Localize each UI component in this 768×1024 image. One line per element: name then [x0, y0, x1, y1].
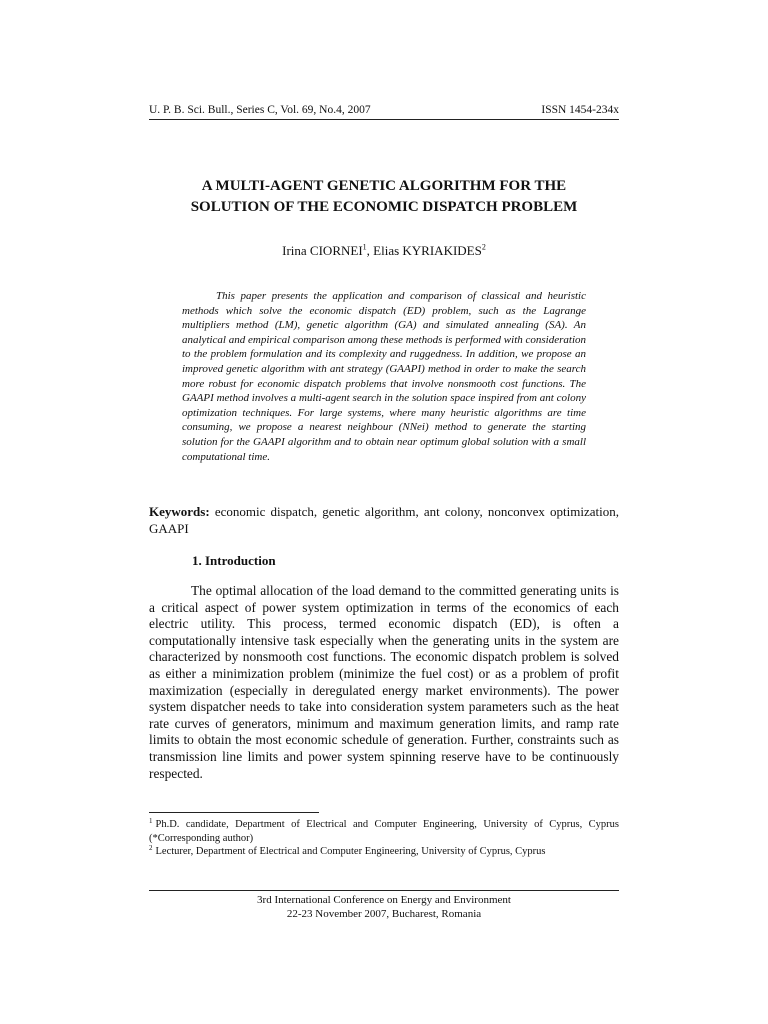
author-2: Elias KYRIAKIDES — [373, 243, 482, 258]
author-separator: , — [366, 243, 374, 258]
section-heading-introduction: 1. Introduction — [192, 553, 276, 568]
footer-rule — [149, 890, 619, 891]
title-line-2: SOLUTION OF THE ECONOMIC DISPATCH PROBLEM — [190, 199, 578, 215]
footnote-mark: 1 — [149, 816, 153, 825]
journal-citation: U. P. B. Sci. Bull., Series C, Vol. 69, No.4, 2007 — [149, 104, 371, 116]
footnote-text: Ph.D. candidate, Department of Electrical and Computer Engineering, University of Cyprus, Cyprus (*Corresponding author) — [149, 819, 619, 844]
conference-date-place: 22-23 November 2007, Bucharest, Romania — [286, 908, 482, 920]
footnotes — [149, 818, 619, 859]
author-2-mark: 2 — [481, 242, 486, 252]
keywords-text: economic dispatch, genetic algorithm, ant colony, nonconvex optimization, GAAPI — [149, 504, 619, 536]
paper-title — [149, 176, 619, 218]
header-rule — [149, 119, 619, 120]
footnote — [149, 818, 619, 845]
issn: ISSN 1454-234x — [541, 104, 619, 116]
author-1: Irina CIORNEI — [282, 243, 363, 258]
footnote — [149, 845, 619, 859]
introduction-paragraph: The optimal allocation of the load demand to the committed generating units is a critical aspect of power system optimization in terms of the economics of each electric utility. This process, termed economic dispatch (ED), is often a computationally intensive task especially when the generating units in the system are characterized by nonsmooth cost functions. The economic dispatch problem is solved as either a minimization problem (minimize the fuel cost) or as a problem of profit maximization (especially in deregulated energy market environments). The power system dispatcher needs to take into consideration system parameters such as the heat rate curves of generators, minimum and maximum generation limits, and ramp rate limits to obtain the most economic schedule of generation. Further, constraints such as transmission line limits and power system spinning reserve have to be continuously respected. — [149, 583, 619, 781]
footnote-mark: 2 — [149, 843, 153, 852]
conference-name: 3rd International Conference on Energy and Environment — [257, 894, 511, 906]
authors — [149, 242, 619, 260]
keywords-label: Keywords: — [149, 504, 210, 519]
abstract: This paper presents the application and comparison of classical and heuristic methods which solve the economic dispatch (ED) problem, such as the Lagrange multipliers method (LM), genetic algorithm (GA) and simulated annealing (SA). An analytical and empirical comparison among these methods is performed with consideration to the problem formulation and its complexity and ruggedness. In addition, we propose an improved genetic algorithm with ant strategy (GAAPI) method in order to make the search more robust for economic dispatch problems that involve nonsmooth cost functions. The GAAPI method involves a multi-agent search in the solution space inspired from ant colony optimization techniques. For large systems, where many heuristic algorithms are time consuming, we propose a nearest neighbour (NNei) method to generate the starting solution for the GAAPI algorithm and to obtain near optimum global solution with a small computational time. — [182, 290, 586, 463]
footnote-text: Lecturer, Department of Electrical and Computer Engineering, University of Cyprus, Cyprus — [155, 846, 546, 857]
keywords — [149, 503, 619, 537]
title-line-1: A MULTI-AGENT GENETIC ALGORITHM FOR THE — [201, 178, 567, 194]
author-1-mark: 1 — [362, 242, 367, 252]
conference-footer — [149, 893, 619, 921]
footnote-rule — [149, 812, 319, 813]
